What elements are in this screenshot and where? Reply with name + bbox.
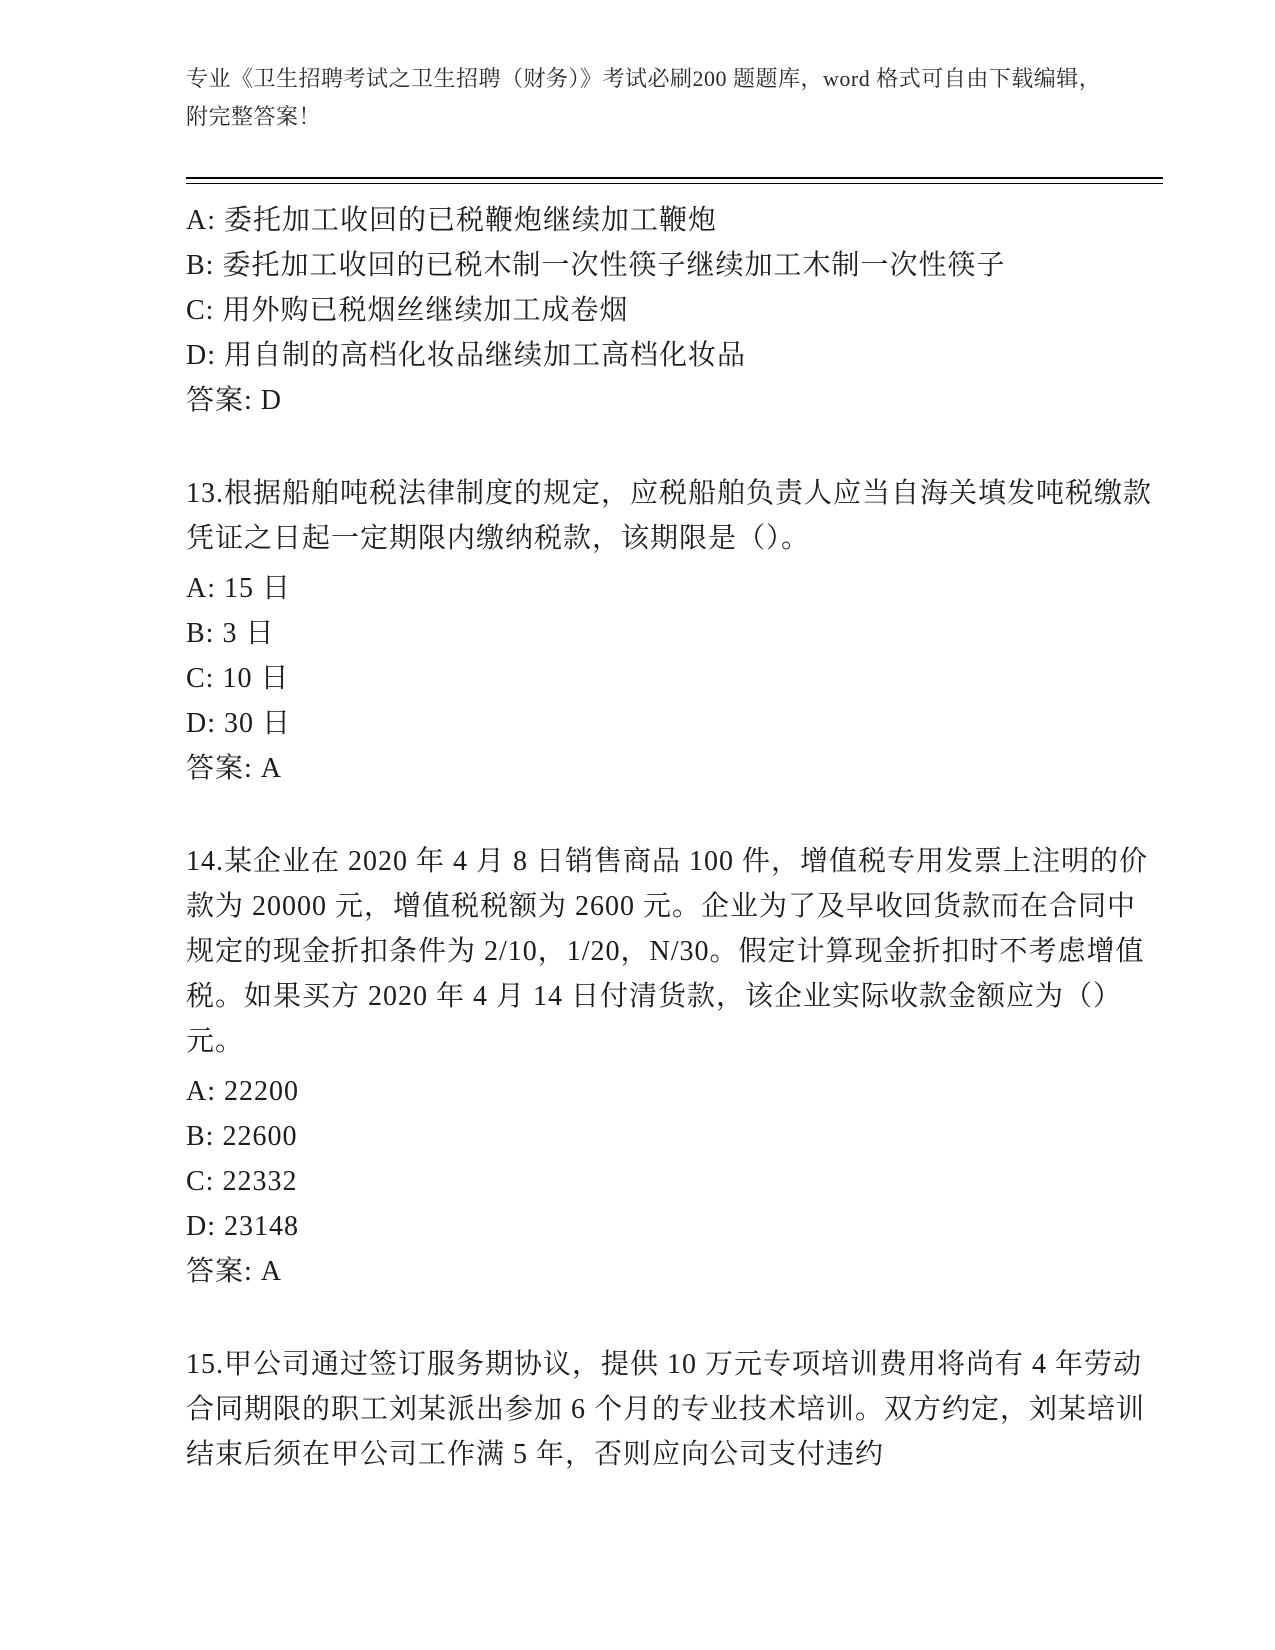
question-block-12 — [186, 198, 1163, 423]
question-block-14 — [186, 839, 1163, 1294]
header-divider — [186, 177, 1163, 184]
answer-line: 答案: A — [186, 753, 283, 784]
answer-line: 答案: A — [186, 1256, 283, 1287]
option-a: A: 15 日 — [186, 573, 292, 604]
option-b: B: 22600 — [186, 1121, 298, 1152]
document-header-text: 专业《卫生招聘考试之卫生招聘（财务）》考试必刷200 题题库，word 格式可自由下载编辑，附完整答案！ — [186, 66, 1102, 129]
question-text: 13.根据船舶吨税法律制度的规定，应税船舶负责人应当自海关填发吨税缴款凭证之日起一定期限内缴纳税款，该期限是（）。 — [186, 478, 1153, 554]
option-b: B: 3 日 — [186, 618, 275, 649]
option-c: C: 用外购已税烟丝继续加工成卷烟 — [186, 295, 629, 326]
option-c: C: 10 日 — [186, 663, 290, 694]
option-d: D: 用自制的高档化妆品继续加工高档化妆品 — [186, 340, 747, 371]
option-a: A: 委托加工收回的已税鞭炮继续加工鞭炮 — [186, 205, 718, 236]
document-body — [186, 198, 1163, 1482]
question-text: 15.甲公司通过签订服务期协议，提供 10 万元专项培训费用将尚有 4 年劳动合同期限的职工刘某派出参加 6 个月的专业技术培训。双方约定，刘某培训结束后须在甲公司工作满 5 年，否则应向公司支付违约 — [186, 1349, 1146, 1470]
option-c: C: 22332 — [186, 1166, 298, 1197]
option-d: D: 30 日 — [186, 708, 292, 739]
question-block-15 — [186, 1342, 1163, 1477]
option-a: A: 22200 — [186, 1076, 299, 1107]
option-d: D: 23148 — [186, 1211, 299, 1242]
answer-line: 答案: D — [186, 385, 283, 416]
question-text: 14.某企业在 2020 年 4 月 8 日销售商品 100 件，增值税专用发票上注明的价款为 20000 元，增值税税额为 2600 元。企业为了及早收回货款而在合同中规定的现金折扣条件为 2/10，1/20，N/30。假定计算现金折扣时不考虑增值税。如果买方 2020 年 4 月 14 日付清货款，该企业实际收款金额应为（）元。 — [186, 846, 1149, 1057]
option-b: B: 委托加工收回的已税木制一次性筷子继续加工木制一次性筷子 — [186, 250, 1006, 281]
question-block-13 — [186, 471, 1163, 791]
